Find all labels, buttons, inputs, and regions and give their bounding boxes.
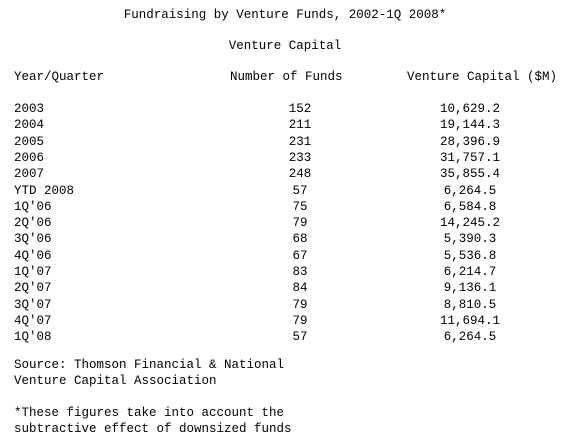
cell-year: 3Q'07: [14, 298, 52, 312]
cell-year: 2006: [14, 151, 45, 165]
cell-funds: 68: [292, 232, 308, 246]
cell-year: 2004: [14, 118, 45, 132]
table-row: [0, 134, 570, 150]
cell-funds: 84: [292, 281, 308, 295]
cell-vc: 8,810.5: [443, 298, 497, 312]
table-row: [0, 101, 570, 117]
cell-funds: 248: [288, 167, 312, 181]
table-row: [0, 183, 570, 199]
column-header-funds: Number of Funds: [230, 70, 343, 84]
table-row: [0, 215, 570, 231]
table-row: [0, 166, 570, 182]
cell-year: 1Q'06: [14, 200, 52, 214]
cell-vc: 19,144.3: [439, 118, 500, 132]
cell-year: 4Q'06: [14, 249, 52, 263]
table-row: [0, 231, 570, 247]
page-title: Fundraising by Venture Funds, 2002-1Q 2008*: [123, 8, 447, 22]
cell-vc: 11,694.1: [439, 314, 500, 328]
cell-vc: 5,536.8: [443, 249, 497, 263]
cell-vc: 9,136.1: [443, 281, 497, 295]
cell-year: 3Q'06: [14, 232, 52, 246]
cell-funds: 57: [292, 184, 308, 198]
cell-funds: 83: [292, 265, 308, 279]
cell-vc: 6,264.5: [443, 330, 497, 344]
cell-vc: 35,855.4: [439, 167, 500, 181]
table-row: [0, 117, 570, 133]
cell-funds: 233: [288, 151, 312, 165]
cell-year: 4Q'07: [14, 314, 52, 328]
column-header-vc: Venture Capital ($M): [407, 70, 558, 84]
table-row: [0, 313, 570, 329]
source-line-2: Venture Capital Association: [14, 374, 217, 388]
cell-vc: 10,629.2: [439, 102, 500, 116]
cell-funds: 75: [292, 200, 308, 214]
table-row: [0, 297, 570, 313]
cell-year: 1Q'08: [14, 330, 52, 344]
cell-vc: 6,264.5: [443, 184, 497, 198]
cell-funds: 67: [292, 249, 308, 263]
cell-vc: 31,757.1: [439, 151, 500, 165]
cell-vc: 14,245.2: [439, 216, 500, 230]
cell-year: YTD 2008: [14, 184, 75, 198]
cell-year: 2003: [14, 102, 45, 116]
cell-vc: 6,214.7: [443, 265, 497, 279]
cell-vc: 6,584.8: [443, 200, 497, 214]
table-row: [0, 150, 570, 166]
source-line-1: Source: Thomson Financial & National: [14, 358, 285, 372]
page-subtitle: Venture Capital: [228, 39, 342, 53]
table-row: [0, 264, 570, 280]
table-row: [0, 199, 570, 215]
table-row: [0, 280, 570, 296]
cell-year: 2Q'07: [14, 281, 52, 295]
cell-year: 2Q'06: [14, 216, 52, 230]
footnote-line-2: subtractive effect of downsized funds: [14, 422, 292, 436]
cell-funds: 79: [292, 216, 308, 230]
cell-year: 2005: [14, 135, 45, 149]
cell-year: 1Q'07: [14, 265, 52, 279]
cell-funds: 152: [288, 102, 312, 116]
cell-funds: 231: [288, 135, 312, 149]
cell-funds: 79: [292, 298, 308, 312]
table-row: [0, 248, 570, 264]
table-row: [0, 329, 570, 345]
footnote-line-1: *These figures take into account the: [14, 406, 285, 420]
column-header-year: Year/Quarter: [14, 70, 105, 84]
cell-year: 2007: [14, 167, 45, 181]
cell-vc: 28,396.9: [439, 135, 500, 149]
cell-vc: 5,390.3: [443, 232, 497, 246]
cell-funds: 79: [292, 314, 308, 328]
cell-funds: 57: [292, 330, 308, 344]
cell-funds: 211: [288, 118, 312, 132]
